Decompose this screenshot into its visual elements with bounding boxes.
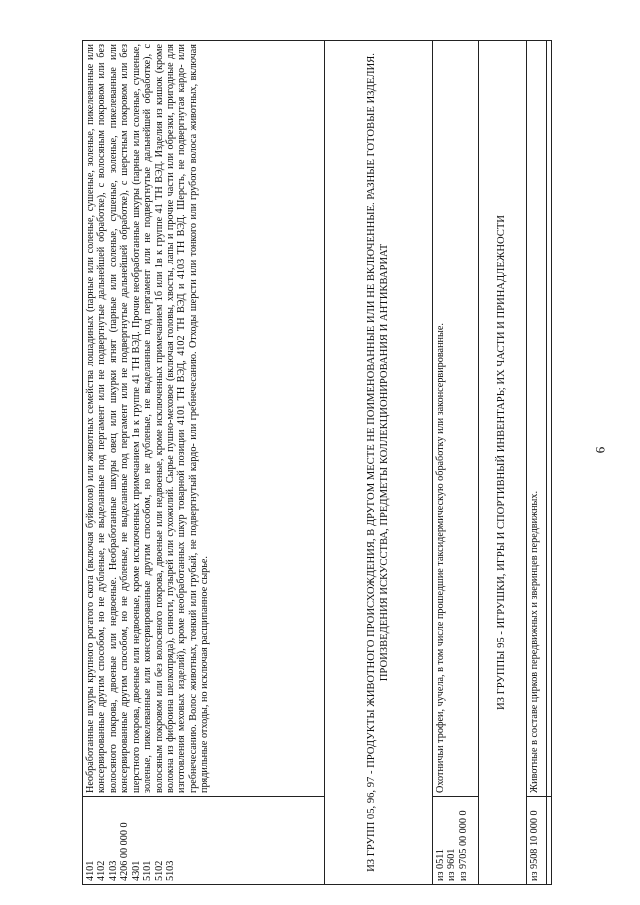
table-row-hides-wool	[83, 41, 325, 885]
description-cell: Охотничьи трофеи, чучела, в том числе прошедшие таксидермическую обработку или законсервированные.	[433, 41, 479, 797]
table-row-blank	[547, 41, 552, 885]
description-cell: Необработанные шкуры крупного рогатого скота (включая буйволов) или животных семейства лошадиных (парные или соленые, сушеные, золеные, пикелеванные или консервированные другим способом, но не дубленые, не выделанные под пергамент или не подвергнутые дальнейшей обработке), с волосяным покровом или без волосяного покрова, двоеные или недвоеные. Необработанные шкуры овец или шкурки ягнят (парные или соленые, сушеные, золеные, пикелеванные или консервированные другим способом, но не дубленые, не выделанные под пергамент или не подвергнутые дальнейшей обработке), с шерстным покровом или без шерстного покрова, двоеные или недвоеные, кроме исключенных примечанием 1в к группе 41 ТН ВЭД. Прочие необработанные шкуры (парные или соленые, сушеные, золеные, пикелеванные или консервированные другим способом, но не дубленые, не выделанные под пергамент или не подвергнутые дальнейшей обработке), с волосяным покровом или без волосяного покрова, двоеные или недвоеные, кроме исключенных примечанием 1б или 1в к группе 41 ТН ВЭД. Изделия из кишок (кроме волокна из фиброина шелкопряда), синюги, пузырей или сухожилий. Сырье пушно-меховое (включая головы, хвосты, лапы и прочие части или обрезки, пригодные для изготовления меховых изделий), кроме необработанных шкур товарной позиции 4101 ТН ВЭД, 4102 ТН ВЭД и 4103 ТН ВЭД. Шерсть, не подвергнутая кардо- или гребнечесанию. Волос животных, тонкий или грубый, не подвергнутый кардо- или гребнечесанию. Отходы шерсти или тонкого или грубого волоса животных, включая прядильные отходы, но исключая расщипанное сырье.	[83, 41, 325, 797]
code-value: из 9601	[446, 848, 458, 881]
code-value: 5102	[153, 860, 165, 881]
empty-cell	[547, 797, 552, 885]
goods-code-table	[82, 40, 552, 885]
table-row-circus-animals	[527, 41, 547, 885]
code-value: 5101	[142, 860, 154, 881]
group-heading-95: ИЗ ГРУППЫ 95 - ИГРУШКИ, ИГРЫ И СПОРТИВНЫЙ ИНВЕНТАРЬ; ИХ ЧАСТИ И ПРИНАДЛЕЖНОСТИ	[479, 41, 527, 885]
code-cell	[527, 797, 547, 885]
table-row-group-heading	[479, 41, 527, 885]
empty-cell	[547, 41, 552, 797]
code-value: 4301	[130, 860, 142, 881]
code-cell	[83, 797, 325, 885]
group-heading-05-96-97: ИЗ ГРУПП 05, 96, 97 - ПРОДУКТЫ ЖИВОТНОГО ПРОИСХОЖДЕНИЯ, В ДРУГОМ МЕСТЕ НЕ ПОИМЕНОВАННЫЕ ИЛИ НЕ ВКЛЮЧЕННЫЕ. РАЗНЫЕ ГОТОВЫЕ ИЗДЕЛИЯ. ПРОИЗВЕДЕНИЯ ИСКУССТВА, ПРЕДМЕТЫ КОЛЛЕКЦИОНИРОВАНИЯ И АНТИКВАРИАТ	[325, 41, 433, 885]
code-value: 4102	[96, 860, 108, 881]
page-number: 9	[593, 446, 608, 454]
code-cell	[433, 797, 479, 885]
code-value: из 0511	[435, 848, 446, 881]
code-value: 4206 00 000 0	[119, 822, 131, 881]
code-value: 5103	[164, 860, 176, 881]
rotated-table-wrapper	[82, 40, 550, 885]
code-value: 4103	[107, 860, 119, 881]
table-row-group-heading	[325, 41, 433, 885]
description-cell: Животные в составе цирков передвижных и зверинцев передвижных.	[527, 41, 547, 797]
table-row-hunting-trophies	[433, 41, 479, 885]
code-value: из 9705 00 000 0	[457, 810, 469, 881]
code-value: из 9508 10 000 0	[529, 810, 540, 881]
code-value: 4101	[85, 860, 96, 881]
